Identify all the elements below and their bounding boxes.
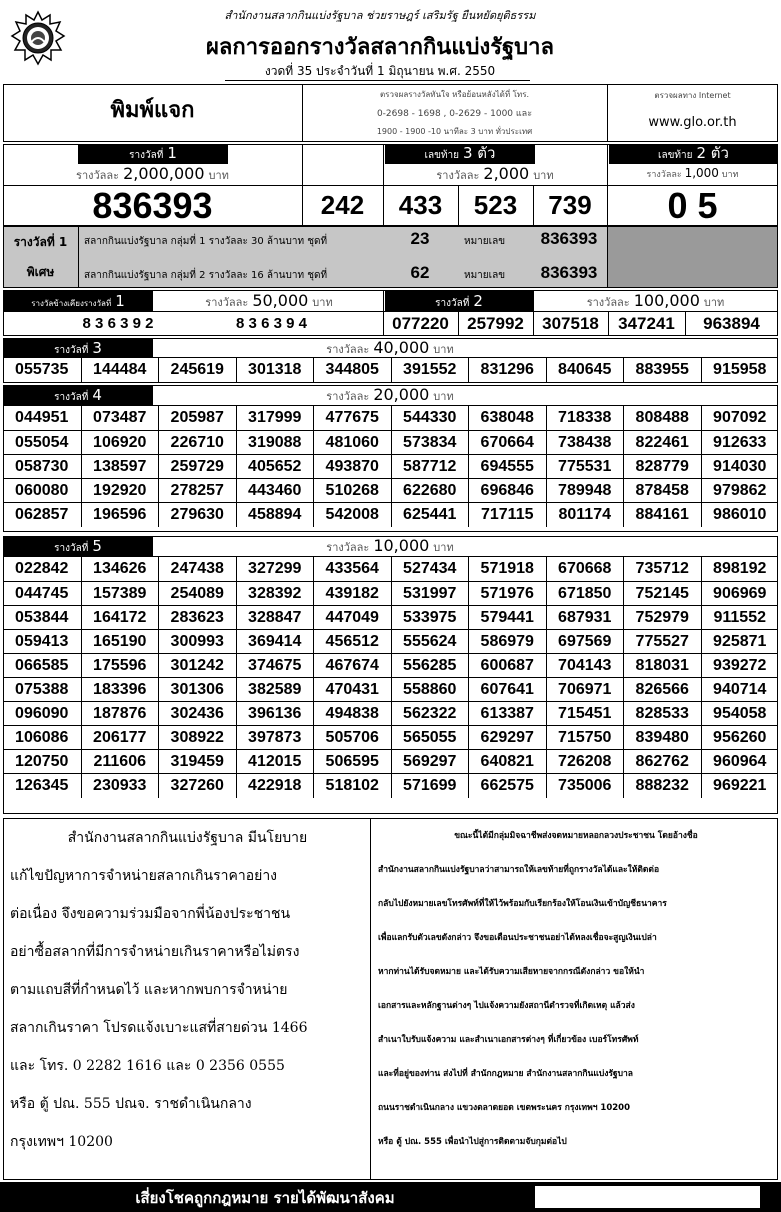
- first-prize-amount: รางวัลละ 2,000,000 บาท: [76, 164, 229, 183]
- last3-amount: รางวัลละ 2,000 บาท: [436, 164, 554, 183]
- prize-number: 518102: [313, 774, 391, 798]
- special-row-text: สลากกินแบ่งรัฐบาล กลุ่มที่ 1 รางวัลละ 30 ล้านบาท ชุดที่: [84, 236, 328, 247]
- third-header: รางวัลที่ 3: [3, 339, 153, 357]
- prize-number: 662575: [468, 774, 546, 798]
- notice-left-line: หรือ ตู้ ปณ. 555 ปณจ. ราชดำเนินกลาง: [10, 1096, 252, 1112]
- notice-right-line: หรือ ตู้ ปณ. 555 เพื่อนำไปสู่การติดตามจับกุมต่อไป: [378, 1137, 567, 1147]
- prize-number: 279630: [158, 503, 236, 527]
- prize-number: 196596: [81, 503, 159, 527]
- prize-number: 374675: [236, 654, 314, 678]
- phone-line-3: 1900 - 1900 -10 นาทีละ 3 บาท ทั่วประเทศ: [376, 127, 533, 136]
- prize-number: 327299: [236, 557, 314, 581]
- prize-number: 144484: [81, 358, 159, 382]
- special-row-text: สลากกินแบ่งรัฐบาล กลุ่มที่ 2 รางวัลละ 16 ล้านบาท ชุดที่: [84, 270, 328, 281]
- prize-number: 562322: [391, 702, 469, 726]
- table-row: [3, 749, 778, 773]
- notice-right-line: ถนนราชดำเนินกลาง แขวงตลาดยอด เขตพระนคร กรุงเทพฯ 10200: [378, 1103, 630, 1113]
- prize-number: 053844: [15, 609, 69, 626]
- prize-number: 060080: [15, 482, 69, 499]
- prize-number: 206177: [81, 726, 159, 750]
- special-label-2: พิเศษ: [26, 265, 55, 279]
- prize-number: 327260: [158, 774, 236, 798]
- prize-number: 301306: [158, 678, 236, 702]
- prize-number: 247438: [158, 557, 236, 581]
- table-row: [3, 605, 778, 629]
- prize-number: 165190: [81, 630, 159, 654]
- table-row: [3, 581, 778, 605]
- prize-number: 571699: [391, 774, 469, 798]
- prize-number: 319088: [236, 431, 314, 455]
- prize-number: 715451: [546, 702, 624, 726]
- table-row: [3, 454, 778, 478]
- fifth-header: รางวัลที่ 5: [3, 537, 153, 556]
- fifth-grid: [3, 557, 778, 797]
- internet-label: ตรวจผลทาง Internet: [654, 91, 731, 100]
- prize-number: 956260: [701, 726, 779, 750]
- prize-number: 775531: [546, 455, 624, 479]
- prize-number: 157389: [81, 582, 159, 606]
- prize-number: 412015: [236, 750, 314, 774]
- prize-number: 422918: [236, 774, 314, 798]
- prize-number: 915958: [701, 358, 779, 382]
- prize-number: 439182: [313, 582, 391, 606]
- prize-number: 230933: [81, 774, 159, 798]
- prize-number: 735712: [623, 557, 701, 581]
- prize-number: 405652: [236, 455, 314, 479]
- prize-number: 481060: [313, 431, 391, 455]
- prize-number: 164172: [81, 606, 159, 630]
- prize-number: 319459: [158, 750, 236, 774]
- prize-number: 447049: [313, 606, 391, 630]
- fourth-amount: รางวัลละ 20,000 บาท: [326, 385, 454, 404]
- prize-number: 883955: [623, 358, 701, 382]
- prize-number: 775527: [623, 630, 701, 654]
- table-row: [3, 557, 778, 581]
- notice-right-line: และที่อยู่ของท่าน ส่งไปที่ สำนักกฎหมาย สำนักงานสลากกินแบ่งรัฐบาล: [378, 1069, 633, 1079]
- second-number: 347241: [618, 314, 675, 333]
- notice-right-line: เอกสารและหลักฐานต่างๆ ไปแจ้งความยังสถานีตำรวจที่เกิดเหตุ แล้วส่ง: [378, 1001, 635, 1011]
- second-number: 257992: [467, 314, 524, 333]
- prize-number: 969221: [701, 774, 779, 798]
- prize-number: 302436: [158, 702, 236, 726]
- prize-number: 954058: [701, 702, 779, 726]
- table-row: [3, 653, 778, 677]
- prize-number: 586979: [468, 630, 546, 654]
- prize-number: 906969: [701, 582, 779, 606]
- prize-number: 533975: [391, 606, 469, 630]
- prize-number: 226710: [158, 431, 236, 455]
- prize-number: 059413: [15, 633, 69, 650]
- table-row: [3, 677, 778, 701]
- table-row: [3, 502, 778, 526]
- prize-number: 840645: [546, 358, 624, 382]
- prize-number: 531997: [391, 582, 469, 606]
- prize-number: 888232: [623, 774, 701, 798]
- prize-number: 278257: [158, 479, 236, 503]
- notice-right-line: หากท่านได้รับจดหมาย และได้รับความเสียหายจากกรณีดังกล่าว ขอให้นำ: [378, 967, 645, 977]
- prize-number: 907092: [701, 406, 779, 430]
- prize-number: 456512: [313, 630, 391, 654]
- prize-number: 818031: [623, 654, 701, 678]
- prize-number: 687931: [546, 606, 624, 630]
- prize-number: 369414: [236, 630, 314, 654]
- prize-number: 911552: [701, 606, 779, 630]
- prize-number: 670664: [468, 431, 546, 455]
- prize-number: 697569: [546, 630, 624, 654]
- prize-number: 544330: [391, 406, 469, 430]
- special-number: 836393: [540, 263, 598, 282]
- prize-number: 058730: [15, 458, 69, 475]
- prize-number: 391552: [391, 358, 469, 382]
- notice-right-line: กลับไปยังหมายเลขโทรศัพท์ที่ให้ไว้พร้อมกับเรียกร้องให้โอนเงินเข้าบัญชีธนาคาร: [378, 899, 667, 909]
- third-grid: [3, 358, 778, 382]
- prize-number: 073487: [81, 406, 159, 430]
- prize-number: 126345: [15, 777, 69, 794]
- prize-number: 044951: [15, 409, 69, 426]
- second-amount: รางวัลละ 100,000 บาท: [586, 291, 725, 310]
- page-title: ผลการออกรางวัลสลากกินแบ่งรัฐบาล: [206, 35, 554, 60]
- prize-number: 433564: [313, 557, 391, 581]
- table-row: [3, 701, 778, 725]
- prize-number: 808488: [623, 406, 701, 430]
- last2-number: 0 5: [667, 185, 718, 226]
- table-row: [3, 773, 778, 797]
- first-prize-header: รางวัลที่ 1: [78, 145, 228, 164]
- near1-header: รางวัลข้างเคียงรางวัลที่ 1: [3, 291, 153, 311]
- prize-number: 925871: [701, 630, 779, 654]
- prize-number: 205987: [158, 406, 236, 430]
- notice-left-line: อย่าซื้อสลากที่มีการจำหน่ายเกินราคาหรือไม่ตรง: [10, 944, 300, 960]
- prize-number: 527434: [391, 557, 469, 581]
- prize-number: 629297: [468, 726, 546, 750]
- prize-number: 738438: [546, 431, 624, 455]
- prize-number: 558860: [391, 678, 469, 702]
- notice-left-line: ต่อเนื่อง จึงขอความร่วมมือจากพี่น้องประชาชน: [10, 906, 291, 922]
- prize-number: 801174: [546, 503, 624, 527]
- notice-right: [378, 826, 774, 1166]
- prize-number: 300993: [158, 630, 236, 654]
- prize-number: 254089: [158, 582, 236, 606]
- prize-number: 134626: [81, 557, 159, 581]
- second-number: 307518: [542, 314, 599, 333]
- table-row: [3, 358, 778, 382]
- prize-number: 477675: [313, 406, 391, 430]
- special-num-label: หมายเลข: [464, 270, 506, 281]
- last2-header: เลขท้าย 2 ตัว: [609, 145, 778, 164]
- prize-number: 211606: [81, 750, 159, 774]
- prize-number: 986010: [701, 503, 779, 527]
- fourth-grid: [3, 406, 778, 526]
- special-number: 836393: [540, 229, 598, 248]
- prize-number: 726208: [546, 750, 624, 774]
- notice-left-line: สำนักงานสลากกินแบ่งรัฐบาล มีนโยบาย: [67, 830, 308, 846]
- near1-number: 8 3 6 3 9 4: [236, 315, 307, 332]
- website-link[interactable]: www.glo.or.th: [648, 115, 737, 130]
- prize-number: 301242: [158, 654, 236, 678]
- fourth-header: รางวัลที่ 4: [3, 386, 153, 405]
- prize-number: 571976: [468, 582, 546, 606]
- prize-number: 187876: [81, 702, 159, 726]
- prize-number: 259729: [158, 455, 236, 479]
- prize-number: 898192: [701, 557, 779, 581]
- prize-number: 308922: [158, 726, 236, 750]
- prize-number: 752979: [623, 606, 701, 630]
- prize-number: 600687: [468, 654, 546, 678]
- prize-number: 839480: [623, 726, 701, 750]
- prize-number: 706971: [546, 678, 624, 702]
- near1-amount: รางวัลละ 50,000 บาท: [205, 291, 333, 310]
- prize-number: 939272: [701, 654, 779, 678]
- prize-number: 571918: [468, 557, 546, 581]
- prize-number: 569297: [391, 750, 469, 774]
- prize-number: 831296: [468, 358, 546, 382]
- prize-number: 979862: [701, 479, 779, 503]
- prize-number: 640821: [468, 750, 546, 774]
- glo-emblem-icon: [10, 10, 66, 66]
- prize-number: 752145: [623, 582, 701, 606]
- notice-left-line: กรุงเทพฯ 10200: [10, 1134, 113, 1150]
- last3-number: 433: [398, 190, 443, 220]
- prize-number: 044745: [15, 585, 69, 602]
- prize-number: 106920: [81, 431, 159, 455]
- second-number: 963894: [703, 314, 760, 333]
- prize-number: 694555: [468, 455, 546, 479]
- fifth-amount: รางวัลละ 10,000 บาท: [326, 536, 454, 555]
- prize-number: 914030: [701, 455, 779, 479]
- prize-number: 317999: [236, 406, 314, 430]
- prize-number: 382589: [236, 678, 314, 702]
- notice-left: [10, 826, 365, 1168]
- prize-number: 458894: [236, 503, 314, 527]
- notice-right-line: สำนักงานสลากกินแบ่งรัฐบาลว่าสามารถให้เลขท้ายที่ถูกรางวัลได้และให้ติดต่อ: [378, 865, 660, 875]
- prize-number: 396136: [236, 702, 314, 726]
- phone-line-1: ตรวจผลรางวัลทันใจ หรือย้อนหลังได้ที่ โทร.: [379, 90, 530, 99]
- prize-number: 789948: [546, 479, 624, 503]
- prize-number: 470431: [313, 678, 391, 702]
- last3-header: เลขท้าย 3 ตัว: [385, 145, 535, 164]
- notice-left-line: และ โทร. 0 2282 1616 และ 0 2356 0555: [10, 1058, 285, 1074]
- footer-slogan: เสี่ยงโชคถูกกฎหมาย รายได้พัฒนาสังคม: [135, 1189, 395, 1207]
- prize-number: 878458: [623, 479, 701, 503]
- prize-number: 397873: [236, 726, 314, 750]
- prize-number: 671850: [546, 582, 624, 606]
- special-num-label: หมายเลข: [464, 236, 506, 247]
- last2-amount: รางวัลละ 1,000 บาท: [646, 166, 739, 180]
- prize-number: 622680: [391, 479, 469, 503]
- prize-number: 022842: [15, 560, 69, 577]
- notice-right-line: เพื่อแลกรับตัวเลขดังกล่าว จึงขอเตือนประชาชนอย่าได้หลงเชื่อจะสูญเงินเปล่า: [378, 933, 657, 943]
- prize-number: 542008: [313, 503, 391, 527]
- third-amount: รางวัลละ 40,000 บาท: [326, 338, 454, 357]
- front3-number: 242: [320, 190, 365, 220]
- prize-number: 613387: [468, 702, 546, 726]
- special-label-1: รางวัลที่ 1: [13, 235, 68, 249]
- prize-number: 120750: [15, 753, 69, 770]
- prize-number: 555624: [391, 630, 469, 654]
- prize-number: 183396: [81, 678, 159, 702]
- table-row: [3, 629, 778, 653]
- phone-line-2: 0-2698 - 1698 , 0-2629 - 1000 และ: [376, 109, 533, 119]
- prize-number: 138597: [81, 455, 159, 479]
- notice-right-line: ขณะนี้ได้มีกลุ่มมิจฉาชีพส่งจดหมายหลอกลวงประชาชน โดยอ้างชื่อ: [454, 831, 698, 841]
- prize-number: 607641: [468, 678, 546, 702]
- prize-number: 505706: [313, 726, 391, 750]
- prize-number: 062857: [15, 506, 69, 523]
- print-label: พิมพ์แจก: [110, 98, 195, 123]
- last3-number: 739: [548, 190, 592, 220]
- table-row: [3, 430, 778, 454]
- prize-number: 670668: [546, 557, 624, 581]
- prize-number: 245619: [158, 358, 236, 382]
- prize-number: 587712: [391, 455, 469, 479]
- first-prize-number: 836393: [92, 185, 213, 226]
- prize-number: 625441: [391, 503, 469, 527]
- prize-number: 506595: [313, 750, 391, 774]
- prize-number: 735006: [546, 774, 624, 798]
- special-set: 62: [410, 263, 430, 282]
- notice-left-line: สลากเกินราคา โปรดแจ้งเบาะแสที่สายด่วน 1466: [10, 1020, 308, 1036]
- prize-number: 579441: [468, 606, 546, 630]
- notice-right-line: สำเนาใบรับแจ้งความ และสำเนาเอกสารต่างๆ ที่เกี่ยวข้อง เบอร์โทรศัพท์: [378, 1035, 639, 1045]
- prize-number: 175596: [81, 654, 159, 678]
- prize-number: 493870: [313, 455, 391, 479]
- prize-number: 467674: [313, 654, 391, 678]
- notice-left-line: ตามแถบสีที่กำหนดไว้ และหากพบการจำหน่าย: [10, 982, 288, 998]
- last3-number: 523: [473, 190, 518, 220]
- prize-number: 443460: [236, 479, 314, 503]
- prize-number: 106086: [15, 729, 69, 746]
- prize-number: 510268: [313, 479, 391, 503]
- header-top-line: สำนักงานสลากกินแบ่งรัฐบาล ช่วยราษฎร์ เสริมรัฐ ยืนหยัดยุติธรรม: [224, 9, 536, 22]
- prize-number: 344805: [313, 358, 391, 382]
- prize-number: 828533: [623, 702, 701, 726]
- prize-number: 055735: [15, 361, 69, 378]
- near1-number: 8 3 6 3 9 2: [82, 315, 154, 332]
- prize-number: 556285: [391, 654, 469, 678]
- table-row: [3, 478, 778, 502]
- prize-number: 638048: [468, 406, 546, 430]
- special-set: 23: [410, 229, 430, 248]
- prize-number: 940714: [701, 678, 779, 702]
- prize-number: 328847: [236, 606, 314, 630]
- prize-number: 066585: [15, 657, 69, 674]
- prize-number: 826566: [623, 678, 701, 702]
- prize-number: 715750: [546, 726, 624, 750]
- prize-number: 912633: [701, 431, 779, 455]
- prize-number: 717115: [468, 503, 546, 527]
- prize-number: 828779: [623, 455, 701, 479]
- prize-number: 884161: [623, 503, 701, 527]
- serial-box: [535, 1186, 760, 1208]
- notice-left-line: แก้ไขปัญหาการจำหน่ายสลากเกินราคาอย่าง: [10, 868, 278, 884]
- table-row: [3, 725, 778, 749]
- prize-number: 055054: [15, 434, 69, 451]
- second-header: รางวัลที่ 2: [385, 291, 533, 311]
- prize-number: 096090: [15, 705, 69, 722]
- prize-number: 696846: [468, 479, 546, 503]
- prize-number: 301318: [236, 358, 314, 382]
- prize-number: 075388: [15, 681, 69, 698]
- prize-number: 862762: [623, 750, 701, 774]
- draw-date: งวดที่ 35 ประจำวันที่ 1 มิถุนายน พ.ศ. 2550: [264, 64, 496, 78]
- prize-number: 960964: [701, 750, 779, 774]
- prize-number: 573834: [391, 431, 469, 455]
- prize-number: 494838: [313, 702, 391, 726]
- prize-number: 192920: [81, 479, 159, 503]
- table-row: [3, 406, 778, 430]
- prize-number: 328392: [236, 582, 314, 606]
- prize-number: 565055: [391, 726, 469, 750]
- prize-number: 704143: [546, 654, 624, 678]
- prize-number: 718338: [546, 406, 624, 430]
- second-number: 077220: [392, 314, 449, 333]
- prize-number: 283623: [158, 606, 236, 630]
- prize-number: 822461: [623, 431, 701, 455]
